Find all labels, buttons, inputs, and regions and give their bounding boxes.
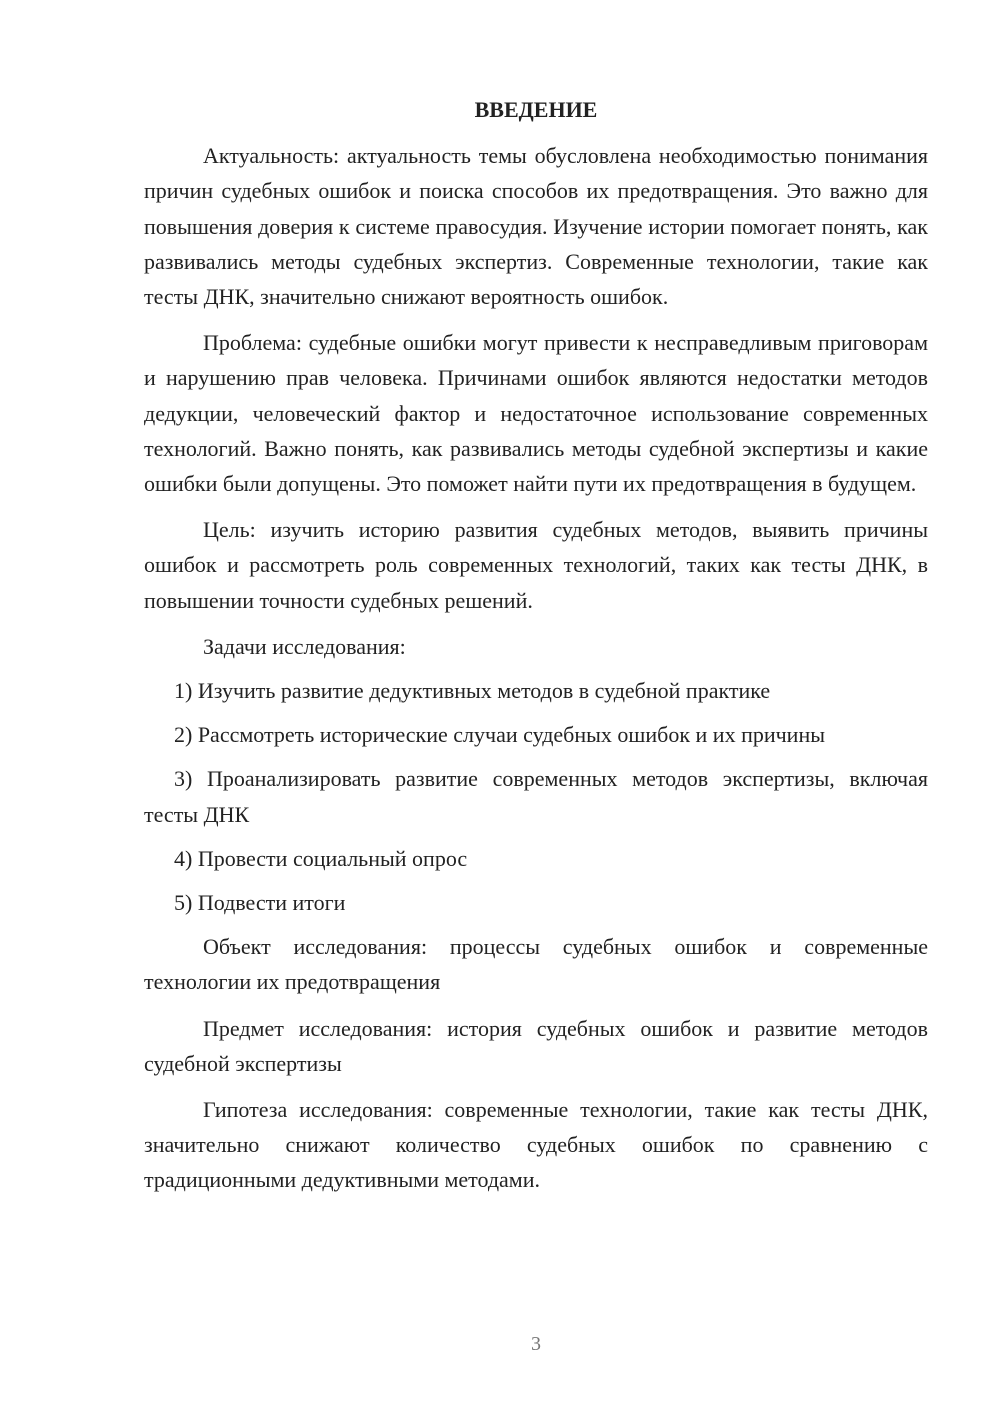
page-title: ВВЕДЕНИЕ — [474, 97, 598, 122]
task-item-3: 3) Проанализировать развитие современных методов экспертизы, включая тесты ДНК — [144, 766, 928, 827]
subject-paragraph: Предмет исследования: история судебных ошибок и развитие методов судебной экспертизы — [144, 1015, 928, 1076]
task-item-5: 5) Подвести итоги — [174, 890, 346, 916]
relevance-paragraph: Актуальность: актуальность темы обусловлена необходимостью понимания причин судебных ошибок и поиска способов их предотвращения. Это важно для повышения доверия к системе правосудия. Изучение истории помогает понять, как развивались методы судебных экспертиз. Современные технологии, такие как тесты ДНК, значительно снижают вероятность ошибок. — [144, 143, 928, 310]
document-page — [144, 92, 928, 1209]
goal-paragraph: Цель: изучить историю развития судебных методов, выявить причины ошибок и рассмотреть роль современных технологий, таких как тесты ДНК, в повышении точности судебных решений. — [144, 517, 928, 613]
task-item-4: 4) Провести социальный опрос — [174, 845, 468, 871]
tasks-heading: Задачи исследования: — [203, 633, 406, 659]
page-number: 3 — [531, 1333, 541, 1355]
problem-paragraph: Проблема: судебные ошибки могут привести к несправедливым приговорам и нарушению прав человека. Причинами ошибок являются недостатки методов дедукции, человеческий фактор и недостаточное использование современных технологий. Важно понять, как развивались методы судебной экспертизы и какие ошибки были допущены. Это поможет найти пути их предотвращения в будущем. — [144, 330, 928, 497]
hypothesis-paragraph: Гипотеза исследования: современные технологии, такие как тесты ДНК, значительно снижают количество судебных ошибок по сравнению с традиционными дедуктивными методами. — [144, 1097, 928, 1193]
task-item-1: 1) Изучить развитие дедуктивных методов в судебной практике — [174, 678, 771, 704]
task-item-2: 2) Рассмотреть исторические случаи судебных ошибок и их причины — [174, 722, 826, 748]
object-paragraph: Объект исследования: процессы судебных ошибок и современные технологии их предотвращения — [144, 934, 928, 995]
